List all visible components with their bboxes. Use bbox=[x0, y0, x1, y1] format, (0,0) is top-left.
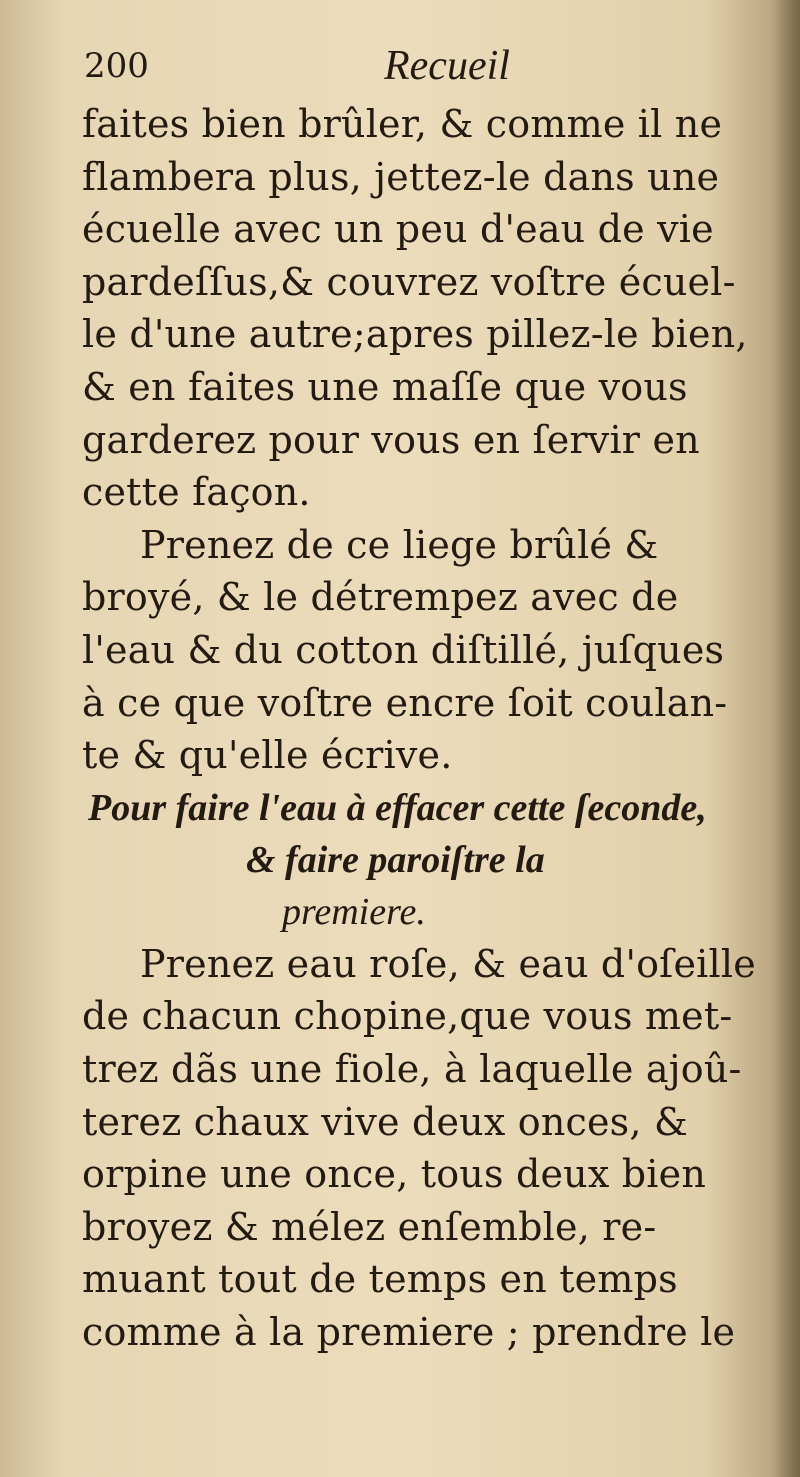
text-line: le d'une autre;apres pillez-le bien, bbox=[82, 312, 748, 357]
page-text-block bbox=[82, 38, 762, 1358]
text-line: muant tout de temps en temps bbox=[82, 1257, 678, 1302]
text-line: trez dãs une fiole, à laquelle ajoû- bbox=[82, 1046, 742, 1091]
section-heading bbox=[82, 782, 762, 938]
text-line: terez chaux vive deux onces, & bbox=[82, 1099, 688, 1144]
text-line: cette façon. bbox=[82, 470, 311, 515]
text-line: l'eau & du cotton diſtillé, juſques bbox=[82, 627, 725, 672]
text-line: de chacun chopine,que vous met- bbox=[82, 994, 733, 1039]
text-line: orpine une once, tous deux bien bbox=[82, 1152, 706, 1197]
text-line: garderez pour vous en ſervir en bbox=[82, 417, 700, 462]
text-line: à ce que voſtre encre ſoit coulan- bbox=[82, 680, 728, 725]
heading-line: premiere. bbox=[282, 890, 426, 933]
text-line: pardeſſus,& couvrez voſtre écuel- bbox=[82, 259, 736, 304]
text-line: flambera plus, jettez-le dans une bbox=[82, 154, 720, 199]
text-line: broyé, & le détrempez avec de bbox=[82, 575, 679, 620]
text-line: écuelle avec un peu d'eau de vie bbox=[82, 207, 714, 252]
heading-line: & faire paroiſtre la bbox=[246, 838, 545, 881]
paragraph-1 bbox=[82, 98, 762, 519]
heading-line: Pour faire l'eau à effacer cette ſeconde, bbox=[88, 786, 707, 829]
text-line: & en faites une maſſe que vous bbox=[82, 364, 688, 409]
page-number: 200 bbox=[84, 46, 149, 86]
page-gutter-shadow bbox=[770, 0, 800, 1477]
running-head: Recueil bbox=[384, 43, 510, 89]
paragraph-2 bbox=[82, 519, 762, 782]
text-line: faites bien brûler, & comme il ne bbox=[82, 102, 723, 146]
text-line: broyez & mélez enſemble, re- bbox=[82, 1204, 657, 1249]
text-line: Prenez de ce liege brûlé & bbox=[140, 522, 659, 567]
text-line: te & qu'elle écrive. bbox=[82, 733, 453, 778]
paragraph-3 bbox=[82, 938, 762, 1359]
text-line: comme à la premiere ; prendre le bbox=[82, 1309, 736, 1354]
text-line: Prenez eau roſe, & eau d'oſeille bbox=[140, 941, 756, 986]
page-header bbox=[82, 38, 762, 98]
